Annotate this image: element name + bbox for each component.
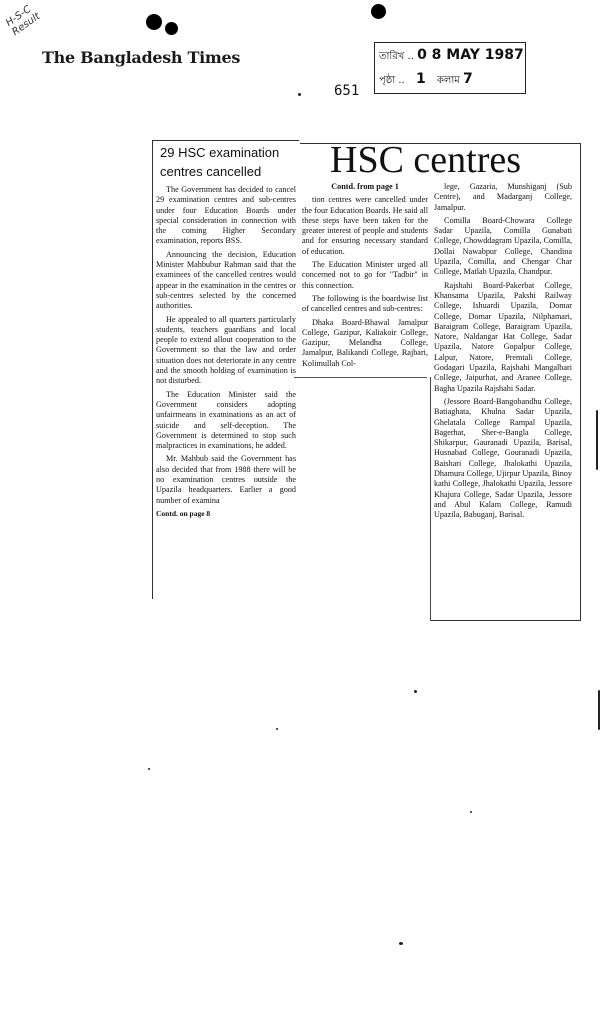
article-column-3 (434, 182, 572, 524)
page-label: পৃষ্ঠা .. (379, 75, 405, 86)
page-value: 1 (415, 71, 426, 87)
punch-hole (371, 4, 386, 19)
ink-speck (399, 942, 403, 945)
column-value: 7 (462, 71, 473, 87)
clipping-number: 651 (334, 83, 360, 99)
article-headline: HSC centres (330, 139, 522, 181)
date-stamp (374, 42, 526, 94)
paragraph: Dhaka Board-Bhawal Jamalpur College, Gazipur, Kaliakoir College, Gazipur, Melandha College, Jamalpur, Balikandi College, Rajbari, Kolimullah Col- (302, 317, 428, 368)
handwritten-note: H-S-C Result (4, 3, 43, 39)
ink-speck (276, 728, 278, 730)
date-label: তারিখ .. (379, 51, 414, 62)
ink-speck (596, 410, 598, 470)
paragraph: The Government has decided to cancel 29 examination centres and sub-centres under four Education Boards under special consideration in connection with the coming Higher Secondary examination, reports BSS. (156, 185, 296, 246)
paragraph: Comilla Board-Chowara College Sadar Upazila, Comilla Gunabati College, Chowddagram Upazila, Comilla, Dollai Nawabpur College, Chandina Upazila, Comilla, and Chengar Char College, Matlab Upazila, Chandpur. (434, 215, 572, 277)
ink-speck (298, 93, 301, 96)
paragraph: Mr. Mahbub said the Government has also decided that from 1988 there will be no examination centres outside the Upazila headquarters. Earlier a good number of examina (156, 454, 296, 505)
paragraph: The following is the boardwise list of cancelled centres and sub-centres: (302, 293, 428, 314)
paragraph: He appealed to all quarters particularly students, teachers guardians and local people to extend allout cooperation to the Government so that the law and order situation does not deteriorate in any centre and the smooth holding of examination is not disturbed. (156, 314, 296, 386)
paragraph: Announcing the decision, Education Minister Mahbubur Rahman said that the examinees of the cancelled centres would appear in the examination in the centres or sub-centres selected by the concerned authorities. (156, 249, 296, 311)
column-label: কলাম (436, 75, 460, 86)
column-divider (430, 620, 580, 621)
paragraph: lege, Gazaria, Munshiganj (Sub Centre), and Madarganj College, Jamalpur. (434, 182, 572, 212)
newspaper-name: The Bangladesh Times (42, 48, 241, 67)
ink-speck (414, 690, 417, 693)
continued-note: Contd. on page 8 (156, 508, 211, 518)
article-column-2 (302, 182, 428, 372)
article-column-1 (156, 185, 296, 522)
column-divider (580, 143, 581, 621)
paragraph: The Education Minister said the Government considers adopting unfairmeans in examinations as an act of suicide and self-deception. The Government is determined to stop such malpractices in examinations, he added. (156, 389, 296, 451)
ink-speck (470, 811, 472, 813)
paragraph: tion centres were cancelled under the four Education Boards. He said all these steps have been taken for the greater interest of people and students and for ensuring necessary standard of education. (302, 195, 428, 256)
punch-hole (146, 14, 162, 30)
paragraph: Rajshahi Board-Pakerbat College, Khansama Upazila, Pakshi Railway College, Ishuardi Upazila, Domar College, Domar Upazila, Nilphamari, Baraigram College, Baraigram Upazila, Natore, Naldangar Hat College, Sadar Upazila, Natore Gopalpur College, Lalpur, Natore, Premtali College, Godagari Upazila, Rajshahi Mangalbari College, Jaipurhat, and Aranee College, Bagha Upazila Rajshahi Sadar. (434, 280, 572, 393)
ink-speck (598, 690, 600, 730)
punch-hole (165, 22, 178, 35)
continued-from: Contd. from page 1 (331, 182, 399, 191)
ink-speck (148, 768, 150, 770)
column-divider (294, 377, 427, 378)
column-divider (430, 377, 431, 621)
date-value: 0 8 MAY 1987 (417, 47, 524, 63)
paragraph: (Jessore Board-Bangobandhu College, Batiaghata, Khulna Sadar Upazila, Ghelatala College Rampal Upazila, Bagerhat, Sher-e-Bangla College, Shikarpur, Gauranadi Upazila, Barisal, Husnabad College, Gouranadi Upazila, Baishari College, Jhalokathi Upazila, Dhamura College, Ujirpur Upazila, Binoy kathi College, Jhalokathi Upazila, Jessore Khajura College, Sadar Upazila, Jessore and Abul Kalam College, Ramudi Upazila, Babuganj, Barisal. (434, 396, 572, 520)
paragraph: The Education Minister urged all concerned not to go for "Tadbir" in this connection. (302, 260, 428, 290)
sidebar-headline: 29 HSC examination centres cancelled (160, 145, 280, 179)
